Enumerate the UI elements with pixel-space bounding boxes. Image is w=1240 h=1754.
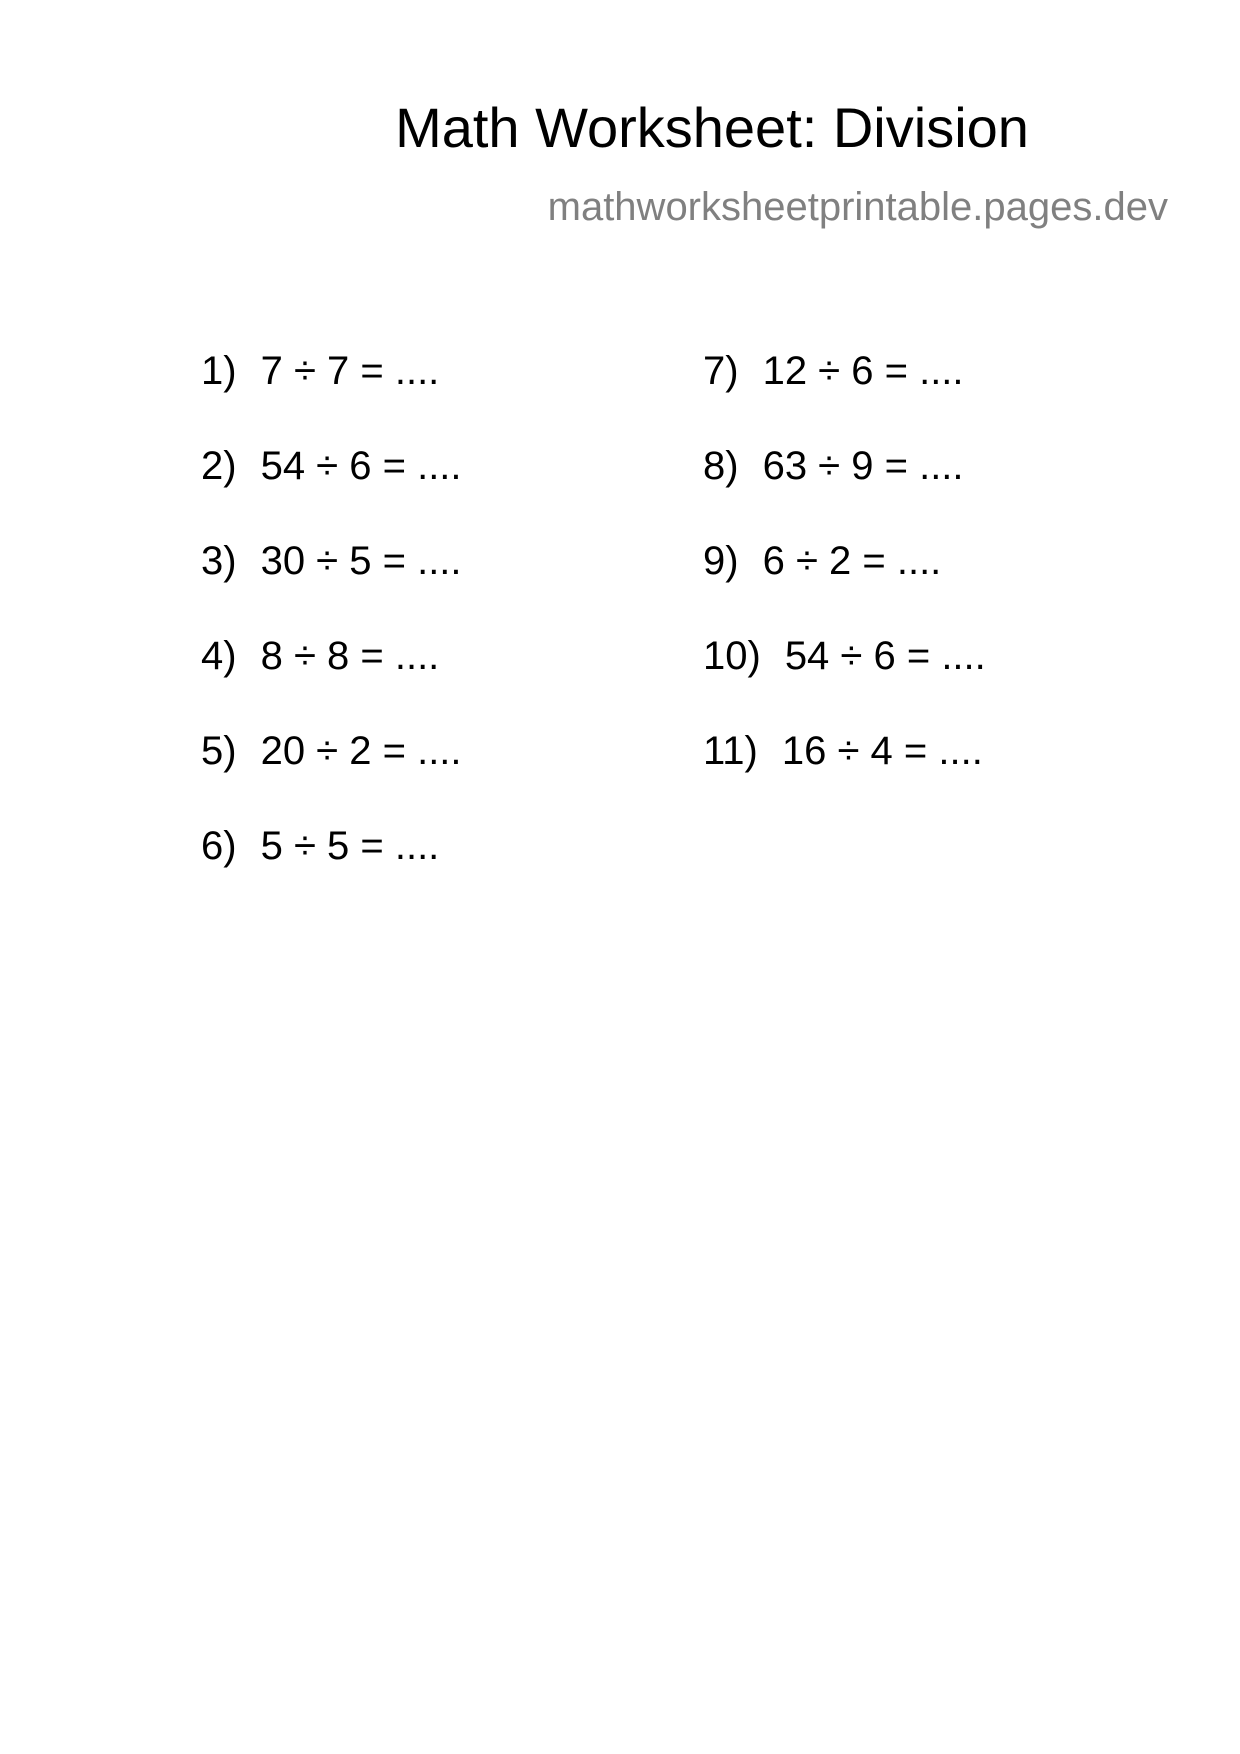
problem-item	[703, 728, 986, 823]
problem-expression: 8 ÷ 8 = ....	[260, 634, 440, 678]
problem-item	[703, 633, 986, 728]
website-url: mathworksheetprintable.pages.dev	[547, 185, 1168, 229]
problem-number: 9)	[703, 539, 739, 583]
problem-expression: 30 ÷ 5 = ....	[260, 539, 462, 583]
problem-item	[201, 823, 462, 918]
problem-item	[201, 538, 462, 633]
problem-item	[703, 348, 986, 443]
problem-number: 5)	[201, 729, 237, 773]
problem-number: 6)	[201, 824, 237, 868]
problem-expression: 63 ÷ 9 = ....	[762, 444, 964, 488]
problem-item	[201, 443, 462, 538]
problem-expression: 7 ÷ 7 = ....	[260, 349, 440, 393]
worksheet-title: Math Worksheet: Division	[395, 96, 1029, 159]
problem-expression: 20 ÷ 2 = ....	[260, 729, 462, 773]
problem-expression: 6 ÷ 2 = ....	[762, 539, 942, 583]
problem-column-right	[703, 348, 986, 823]
problem-expression: 12 ÷ 6 = ....	[762, 349, 964, 393]
problem-number: 7)	[703, 349, 739, 393]
problem-number: 3)	[201, 539, 237, 583]
problem-number: 8)	[703, 444, 739, 488]
problem-item	[201, 728, 462, 823]
problem-expression: 54 ÷ 6 = ....	[260, 444, 462, 488]
problem-number: 4)	[201, 634, 237, 678]
problem-number: 2)	[201, 444, 237, 488]
problem-expression: 16 ÷ 4 = ....	[781, 729, 983, 773]
problem-expression: 5 ÷ 5 = ....	[260, 824, 440, 868]
problem-item	[703, 538, 986, 633]
problem-item	[201, 348, 462, 443]
problem-expression: 54 ÷ 6 = ....	[784, 634, 986, 678]
problem-number: 10)	[703, 634, 761, 678]
problem-number: 11)	[703, 729, 758, 773]
problem-number: 1)	[201, 349, 237, 393]
problem-column-left	[201, 348, 462, 918]
problem-item	[703, 443, 986, 538]
problem-item	[201, 633, 462, 728]
